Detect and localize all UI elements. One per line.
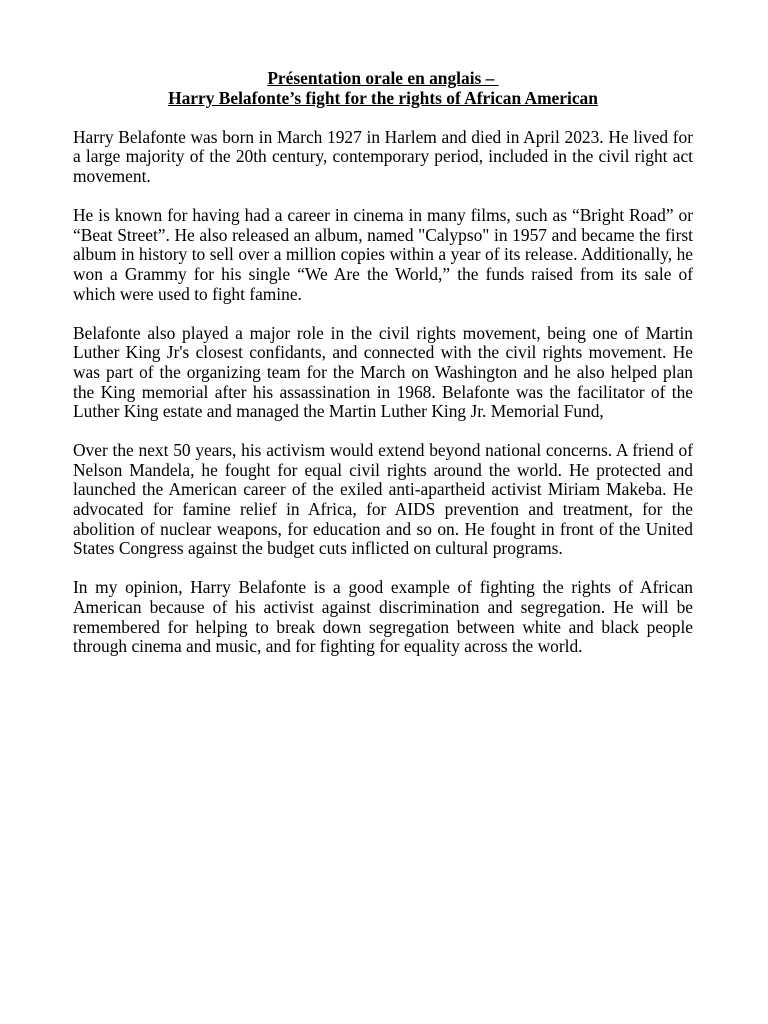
document-page — [73, 69, 693, 676]
paragraph-birth: Harry Belafonte was born in March 1927 in Harlem and died in April 2023. He lived for a large majority of the 20th century, contemporary period, included in the civil right act movement. — [73, 126, 693, 186]
document-title — [73, 69, 693, 108]
paragraph-civil-rights: Belafonte also played a major role in the civil rights movement, being one of Martin Luther King Jr's closest confidants, and connected with the civil rights movement. He was part of the organizing team for the March on Washington and he also helped plan the King memorial after his assassination in 1968. Belafonte was the facilitator of the Luther King estate and managed the Martin Luther King Jr. Memorial Fund, — [73, 322, 693, 422]
title-line-2: Harry Belafonte’s fight for the rights of African American — [168, 87, 598, 108]
title-heading — [73, 69, 693, 108]
title-line-1: Présentation orale en anglais – — [267, 68, 499, 88]
paragraph-opinion: In my opinion, Harry Belafonte is a good example of fighting the rights of African American because of his activist against discrimination and segregation. He will be remembered for helping to break down segregation between white and black people through cinema and music, and for fighting for equality across the world. — [73, 577, 693, 657]
paragraph-career: He is known for having had a career in cinema in many films, such as “Bright Road” or “Beat Street”. He also released an album, named "Calypso" in 1957 and became the first album in history to sell over a million copies within a year of its release. Additionally, he won a Grammy for his single “We Are the World,” the funds raised from its sale of which were used to fight famine. — [73, 205, 693, 304]
paragraph-activism: Over the next 50 years, his activism would extend beyond national concerns. A friend of Nelson Mandela, he fought for equal civil rights around the world. He protected and launched the American career of the exiled anti-apartheid activist Miriam Makeba. He advocated for famine relief in Africa, for AIDS prevention and treatment, for the abolition of nuclear weapons, for education and so on. He fought in front of the United States Congress against the budget cuts inflicted on cultural programs. — [73, 440, 693, 559]
